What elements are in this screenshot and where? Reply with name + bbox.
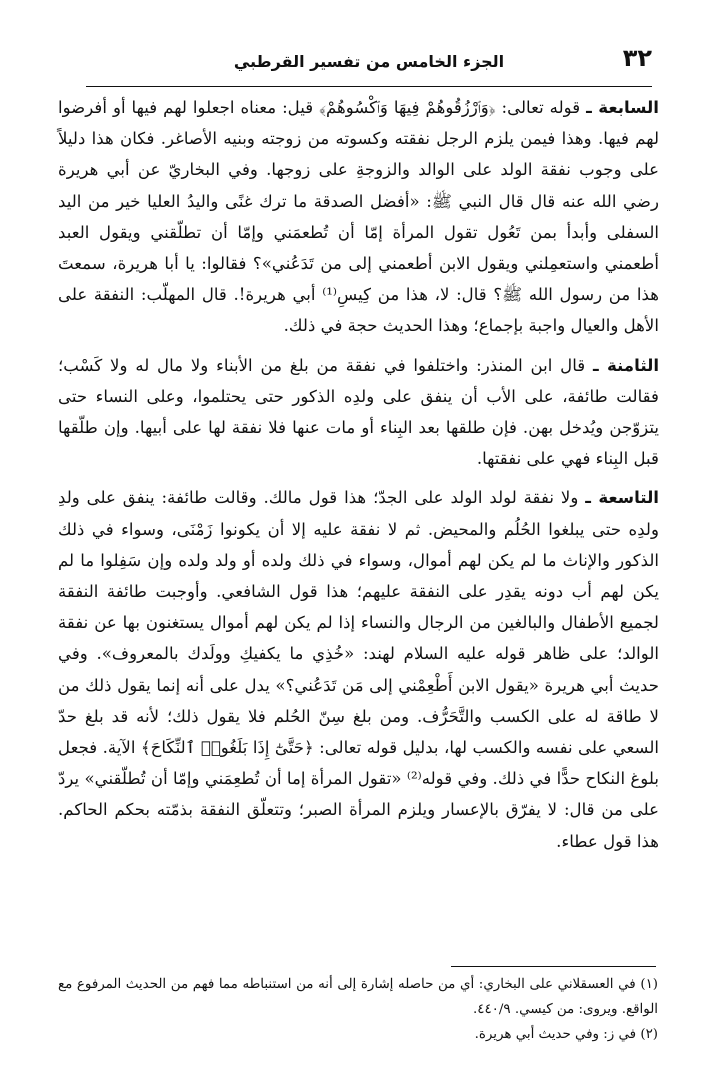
page-header [86, 40, 652, 87]
section-label: الثامنة ـ [593, 355, 660, 375]
section-text: قوله تعالى: ﴿وَٱرْزُقُوهُمْ فِيهَا وَٱكْسُوهُمْ﴾ قيل: معناه اجعلوا لهم فيها أو أفرضوا لهم فيها. وهذا فيمن يلزم الرجل نفقته وكسوته من زوجته وبنيه الأصاغر. فكان هذا دليلاً على وجوب نفقة الولد على الوالد والزوجةِ على زوجها. وفي البخاريّ عن أبي هريرة رضي الله عنه قال قال النبي ﷺ: «أفضل الصدقة ما ترك غنًى واليدُ العليا خير من اليد السفلى وأبدأ بمن تَعُول تقول المرأة إمّا أن تُطعمَني وإمّا أن تطلّقني ويقول العبد أطعمني واستعمِلني ويقول الابن أطعمني إلى من تَدَعُني»؟ فقالوا: يا أبا هريرة، سمعتَ هذا من رسول الله ﷺ؟ قال: لا، هذا من كِيسِ⁽¹⁾ أبي هريرة!. قال المهلّب: النفقة على الأهل والعيال واجبة بإجماع؛ وهذا الحديث حجة في ذلك. [58, 98, 659, 336]
section-label: السابعة ـ [586, 98, 659, 117]
running-title: الجزء الخامس من تفسير القرطبي [233, 52, 505, 71]
page-number: ٣٢ [622, 44, 652, 72]
section-label: التاسعة ـ [585, 488, 659, 508]
section-text: قال ابن المنذر: واختلفوا في نفقة من بلغ من الأبناء ولا مال له ولا كَسْب؛ فقالت طائفة، على الأب أن ينفق على ولدِه الذكور حتى يحتلموا، وعلى النساء حتى يتزوّجن ويُدخل بهن. فإن طلقها بعد البِناء أو مات عنها فلا نفقة لها على أبيها. وإن طلّقها قبل البِناء فهي على نفقتها. [58, 355, 659, 469]
footnote-2: (٢) في ز: وفي حديث أبي هريرة. [474, 1027, 658, 1042]
section-eighth [58, 350, 659, 475]
section-seventh [58, 92, 659, 342]
footnote-1: (١) في العسقلاني على البخاري: أي من حاصله إشارة إلى أنه من استنباطه مما فهم من الحديث المرفوع مع الواقع. ويروى: من كيسي. ٤٤٠/٩. [58, 977, 658, 1017]
footnotes [58, 972, 658, 1047]
footnote-divider [451, 966, 656, 967]
section-ninth [58, 482, 659, 856]
main-text [58, 92, 659, 865]
section-text: ولا نفقة لولد الولد على الجدّ؛ هذا قول مالك. وقالت طائفة: ينفق على ولدِ ولدِه حتى يبلغوا الحُلُم والمحيض. ثم لا نفقة عليه إلا أن يكونوا زَمْنَى، وسواء في ذلك الذكور والإناث ما لم يكن لهم أموال، وسواء في ذلك ولده أو ولد ولده وإن سَفِلوا ما لم يكن لهم أب دونه يقدِر على النفقة عليهم؛ هذا قول الشافعي. وأوجبت طائفة النفقة لجميع الأطفال والبالغين من الرجال والنساء إذا لم يكن لهم أموال يستغنون بها عن نفقة الوالد؛ على ظاهر قوله عليه السلام لهند: «خُذِي ما يكفيكِ وولَدك بالمعروف». وفي حديث أبي هريرة «يقول الابن أَطْعِمْني إلى مَن تَدَعُني؟» يدل على أنه إنما يقول ذلك من لا طاقة له على الكسب والتَّحَرُّف. ومن بلغ سِنّ الحُلم فلا يقول ذلك؛ لأنه قد بلغ حدّ السعي على نفسه والكسب لها، بدليل قوله تعالى: ﴿حَتَّىٰٓ إِذَا بَلَغُوا۟ ٱلنِّكَاحَ﴾ الآية. فجعل بلوغ النكاح حدًّا في ذلك. وفي قوله⁽²⁾ «تقول المرأة إما أن تُطعِمَني وإمّا أن تُطلّقني» يردّ على من قال: لا يفرّق بالإعسار ويلزم المرأة الصبر؛ وتتعلّق النفقة بذمّته بحكم الحاكم. هذا قول عطاء. [58, 488, 659, 851]
